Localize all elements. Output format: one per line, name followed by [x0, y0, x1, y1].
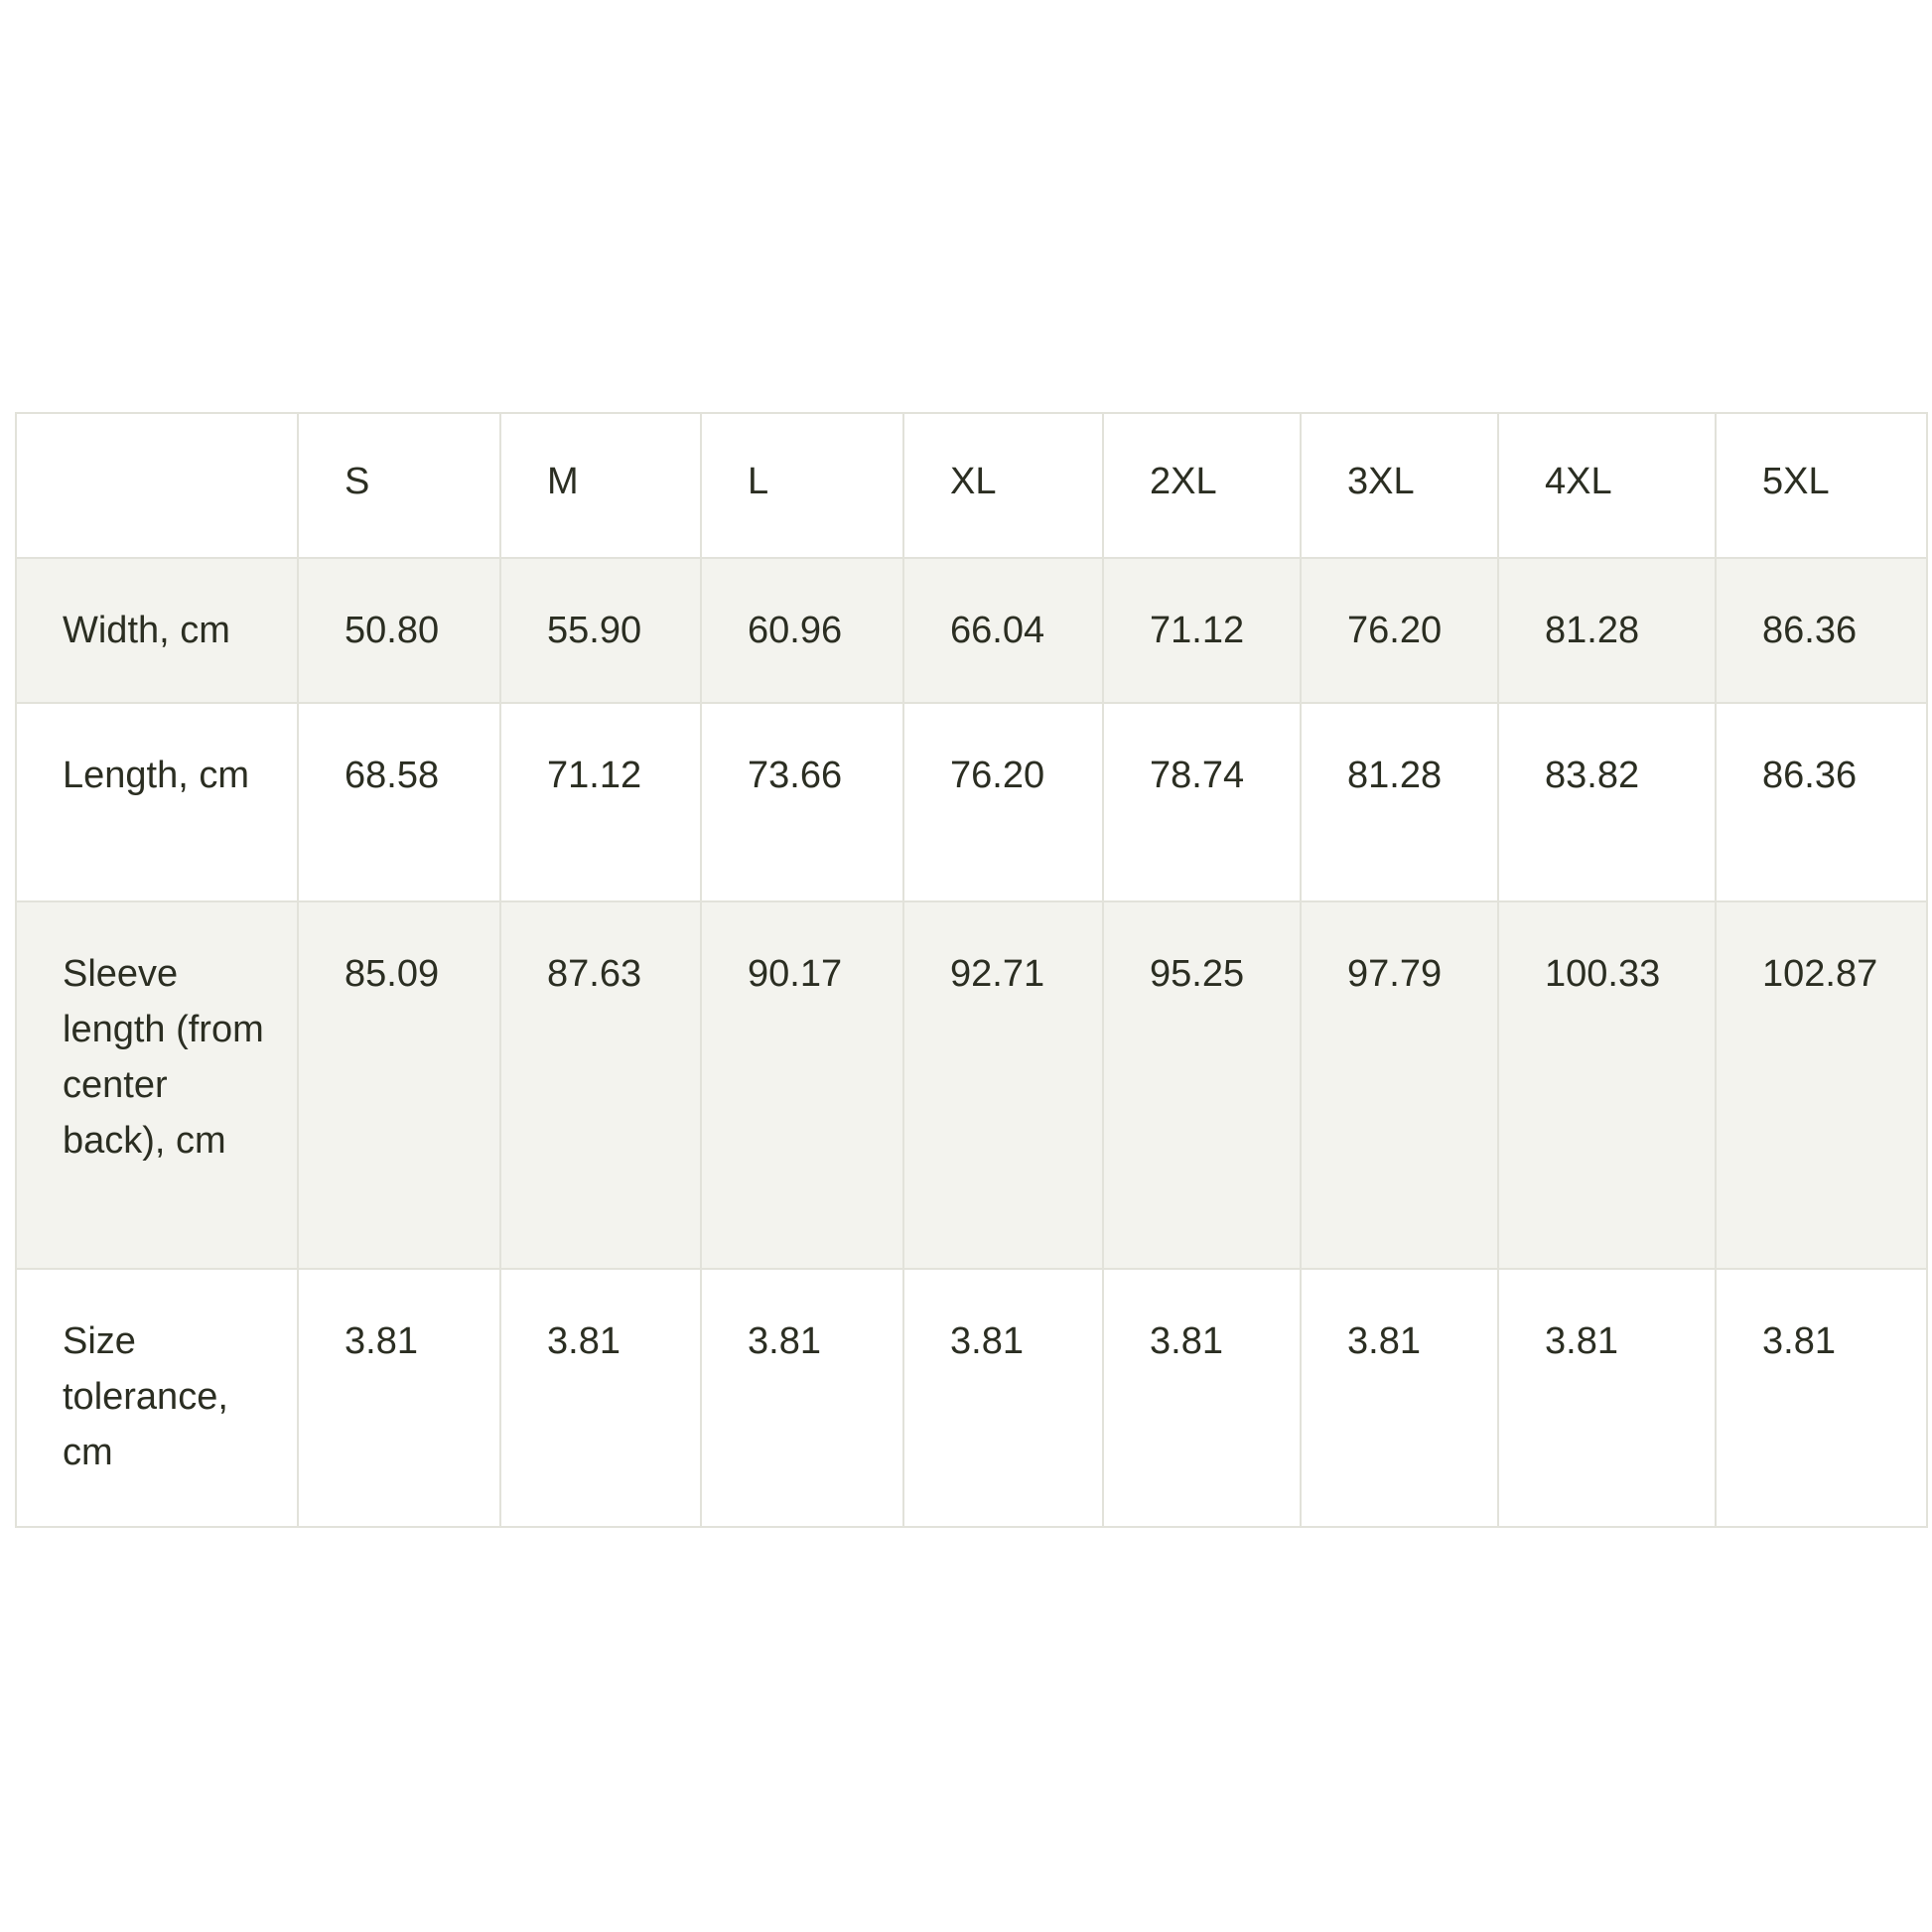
table-cell: 90.17 [701, 901, 903, 1269]
row-label: Width, cm [16, 558, 298, 703]
table-cell: 76.20 [1301, 558, 1498, 703]
size-header-3xl: 3XL [1301, 413, 1498, 558]
size-header-5xl: 5XL [1716, 413, 1927, 558]
size-header-row [16, 413, 1927, 558]
table-cell: 73.66 [701, 703, 903, 901]
size-header-l: L [701, 413, 903, 558]
table-cell: 55.90 [500, 558, 701, 703]
table-cell: 76.20 [903, 703, 1103, 901]
table-cell: 81.28 [1498, 558, 1716, 703]
size-chart-table [15, 412, 1928, 1528]
size-header-4xl: 4XL [1498, 413, 1716, 558]
table-cell: 3.81 [1716, 1269, 1927, 1527]
table-row-width [16, 558, 1927, 703]
row-label: Length, cm [16, 703, 298, 901]
table-cell: 95.25 [1103, 901, 1301, 1269]
size-header-m: M [500, 413, 701, 558]
table-row-size-tolerance [16, 1269, 1927, 1527]
table-cell: 50.80 [298, 558, 500, 703]
corner-cell [16, 413, 298, 558]
table-row-sleeve-length [16, 901, 1927, 1269]
row-label: Sleeve length (from center back), cm [16, 901, 298, 1269]
table-cell: 100.33 [1498, 901, 1716, 1269]
table-cell: 71.12 [1103, 558, 1301, 703]
table-cell: 92.71 [903, 901, 1103, 1269]
table-cell: 78.74 [1103, 703, 1301, 901]
row-label: Size tolerance, cm [16, 1269, 298, 1527]
size-header-xl: XL [903, 413, 1103, 558]
table-cell: 60.96 [701, 558, 903, 703]
table-cell: 3.81 [500, 1269, 701, 1527]
size-header-s: S [298, 413, 500, 558]
table-cell: 81.28 [1301, 703, 1498, 901]
table-cell: 3.81 [1498, 1269, 1716, 1527]
table-cell: 83.82 [1498, 703, 1716, 901]
table-cell: 68.58 [298, 703, 500, 901]
table-cell: 86.36 [1716, 558, 1927, 703]
table-cell: 102.87 [1716, 901, 1927, 1269]
table-cell: 85.09 [298, 901, 500, 1269]
table-cell: 3.81 [903, 1269, 1103, 1527]
table-cell: 3.81 [298, 1269, 500, 1527]
table-cell: 3.81 [701, 1269, 903, 1527]
table-cell: 66.04 [903, 558, 1103, 703]
table-cell: 97.79 [1301, 901, 1498, 1269]
table-cell: 87.63 [500, 901, 701, 1269]
table-cell: 3.81 [1103, 1269, 1301, 1527]
table-cell: 71.12 [500, 703, 701, 901]
size-header-2xl: 2XL [1103, 413, 1301, 558]
table-cell: 86.36 [1716, 703, 1927, 901]
table-row-length [16, 703, 1927, 901]
table-cell: 3.81 [1301, 1269, 1498, 1527]
